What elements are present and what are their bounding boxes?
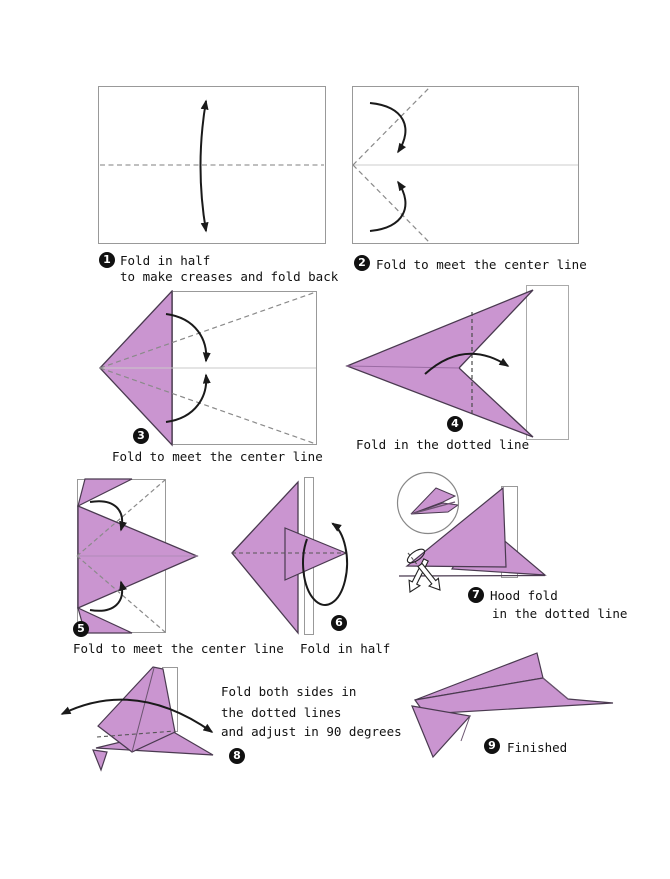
step-8-caption-line1: Fold both sides in	[221, 684, 357, 699]
paper-back-layer	[527, 286, 569, 440]
step-5-caption: Fold to meet the center line	[73, 641, 284, 656]
step-5-diagram	[70, 470, 220, 645]
step-8-caption-line2: the dotted lines	[221, 705, 342, 720]
step-2-caption: Fold to meet the center line	[376, 257, 587, 272]
step-9-diagram	[398, 646, 620, 778]
step-6-caption: Fold in half	[300, 641, 391, 656]
step-8-caption-line3: and adjust in 90 degrees	[221, 724, 402, 739]
step-1-caption-line1: Fold in half	[120, 253, 211, 268]
step-3-badge: 3	[133, 428, 149, 444]
nose-spike	[93, 750, 107, 770]
hood-fold-white-arrow-right	[418, 563, 440, 590]
step-5-badge: 5	[73, 621, 89, 637]
step-9-badge: 9	[484, 738, 500, 754]
step-7-caption-line2: in the dotted line	[492, 606, 628, 621]
step-8-badge: 8	[229, 748, 245, 764]
step-7-diagram	[390, 462, 578, 594]
step-1-caption-line2: to make creases and fold back	[120, 269, 339, 284]
step-6-badge: 6	[331, 615, 347, 631]
step-4-caption: Fold in the dotted line	[356, 437, 530, 452]
step-1-badge: 1	[99, 252, 115, 268]
step-8-diagram	[55, 655, 235, 785]
step-7-caption-line1: Hood fold	[490, 588, 558, 603]
keel-body	[412, 706, 470, 757]
step-1-diagram	[98, 86, 328, 248]
wing-surface	[415, 678, 613, 714]
step-2-diagram	[352, 86, 580, 248]
step-2-badge: 2	[354, 255, 370, 271]
nose-flap	[285, 528, 346, 580]
step-4-badge: 4	[447, 416, 463, 432]
step-3-diagram	[98, 290, 322, 450]
step-9-caption: Finished	[507, 740, 568, 755]
step-7-badge: 7	[468, 587, 484, 603]
step-3-caption: Fold to meet the center line	[112, 449, 323, 464]
